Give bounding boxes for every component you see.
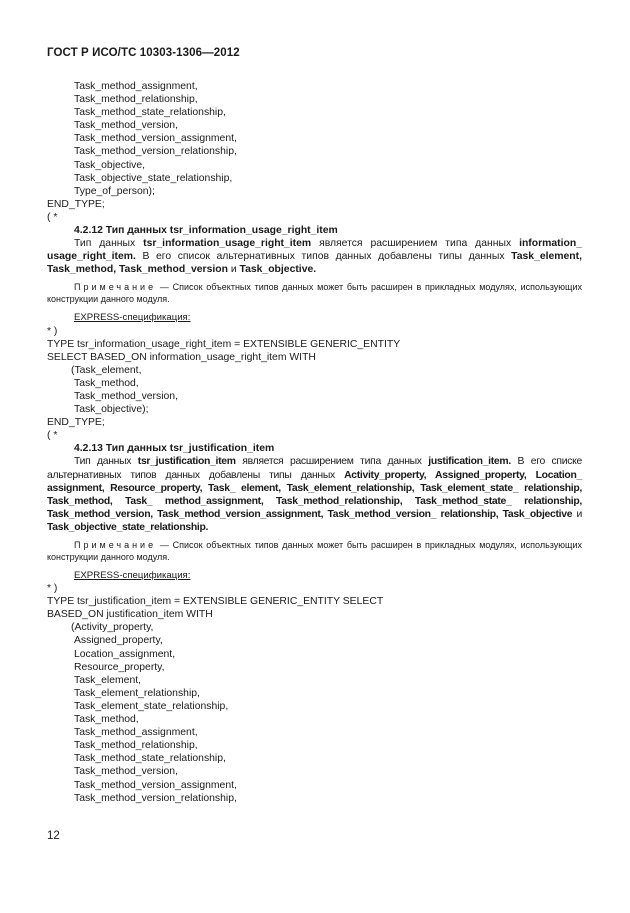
list-item: Task_element_state_relationship, [74,700,229,712]
code-line: BASED_ON justification_item WITH [47,609,213,621]
list-item: Task_objective, [74,159,146,171]
list-item: Task_method_version, [74,120,178,132]
list-item: Resource_property, [74,661,165,673]
section-paragraph: Тип данных tsr_justification_item является расширением типа данных justification_item. В его списке альтернативных типов данных добавлены типы данных Activity_property, Assigned_property, Location_ assignment, Resource_property, Task_ element, Task_element_relationship, Task_element_state_ relationship, Task_method, Task_ method_assignment, Task_method_relationship, Task_method_state_ relationship, Task_method_version, Task_method_version_assignment, Task_method_version_ relationship, Task_objective и Task_objective_state_relationship. [47,456,583,533]
code-line: TYPE tsr_justification_item = EXTENSIBLE GENERIC_ENTITY SELECT [47,596,384,608]
end-type: END_TYPE; [47,198,105,210]
comment-close: * ) [47,325,58,337]
express-label: EXPRESS-спецификация: [74,312,191,324]
list-item: Task_method_version, [74,390,178,402]
list-item: Task_element, [74,674,141,686]
list-item: Type_of_person); [74,185,155,197]
comment-open: ( * [47,430,58,442]
list-item: Task_element_relationship, [74,687,200,699]
list-item: Task_method_version_assignment, [74,133,237,145]
list-item: Task_method_version_relationship, [74,792,237,804]
list-item: Task_method_version, [74,766,178,778]
list-item: Task_method_relationship, [74,94,198,106]
list-item: Task_method_relationship, [74,740,198,752]
list-item: Task_method_state_relationship, [74,107,226,119]
section-heading: 4.2.13 Тип данных tsr_justification_item [74,443,275,455]
page-content [47,80,582,805]
page-number: 12 [47,830,60,842]
note: Примечание — Список объектных типов данных может быть расширен в прикладных модулях, использующих конструкции данного модуля. [47,282,582,304]
list-item: Assigned_property, [74,635,163,647]
list-item: Task_method, [74,714,139,726]
list-item: Task_method_version_assignment, [74,779,237,791]
list-item: Task_method_state_relationship, [74,753,226,765]
list-item: Task_objective_state_relationship, [74,172,233,184]
list-item: Task_method_assignment, [74,727,198,739]
list-item: (Activity_property, [71,622,154,634]
list-item: (Task_element, [71,364,142,376]
comment-open: ( * [47,211,58,223]
list-item: Task_method, [74,377,139,389]
code-line: SELECT BASED_ON information_usage_right_item WITH [47,351,316,363]
code-line: TYPE tsr_information_usage_right_item = EXTENSIBLE GENERIC_ENTITY [47,338,401,350]
comment-close: * ) [47,583,58,595]
section-paragraph: Тип данных tsr_information_usage_right_item является расширением типа данных information_ usage_right_item. В его список альтернативных типов данных добавлены типы данных Task_element, Task_method, Task_method_version и Task_objective. [47,238,582,276]
section-heading: 4.2.12 Тип данных tsr_information_usage_right_item [74,225,338,237]
express-label: EXPRESS-спецификация: [74,570,191,581]
note: Примечание — Список объектных типов данных может быть расширен в прикладных модулях, использующих конструкции данного модуля. [47,540,582,562]
list-item: Task_method_assignment, [74,81,198,92]
list-item: Task_objective); [74,404,149,416]
list-item: Location_assignment, [74,648,176,660]
end-type: END_TYPE; [47,417,105,429]
list-item: Task_method_version_relationship, [74,146,237,158]
page-header: ГОСТ Р ИСО/ТС 10303-1306—2012 [47,47,240,59]
